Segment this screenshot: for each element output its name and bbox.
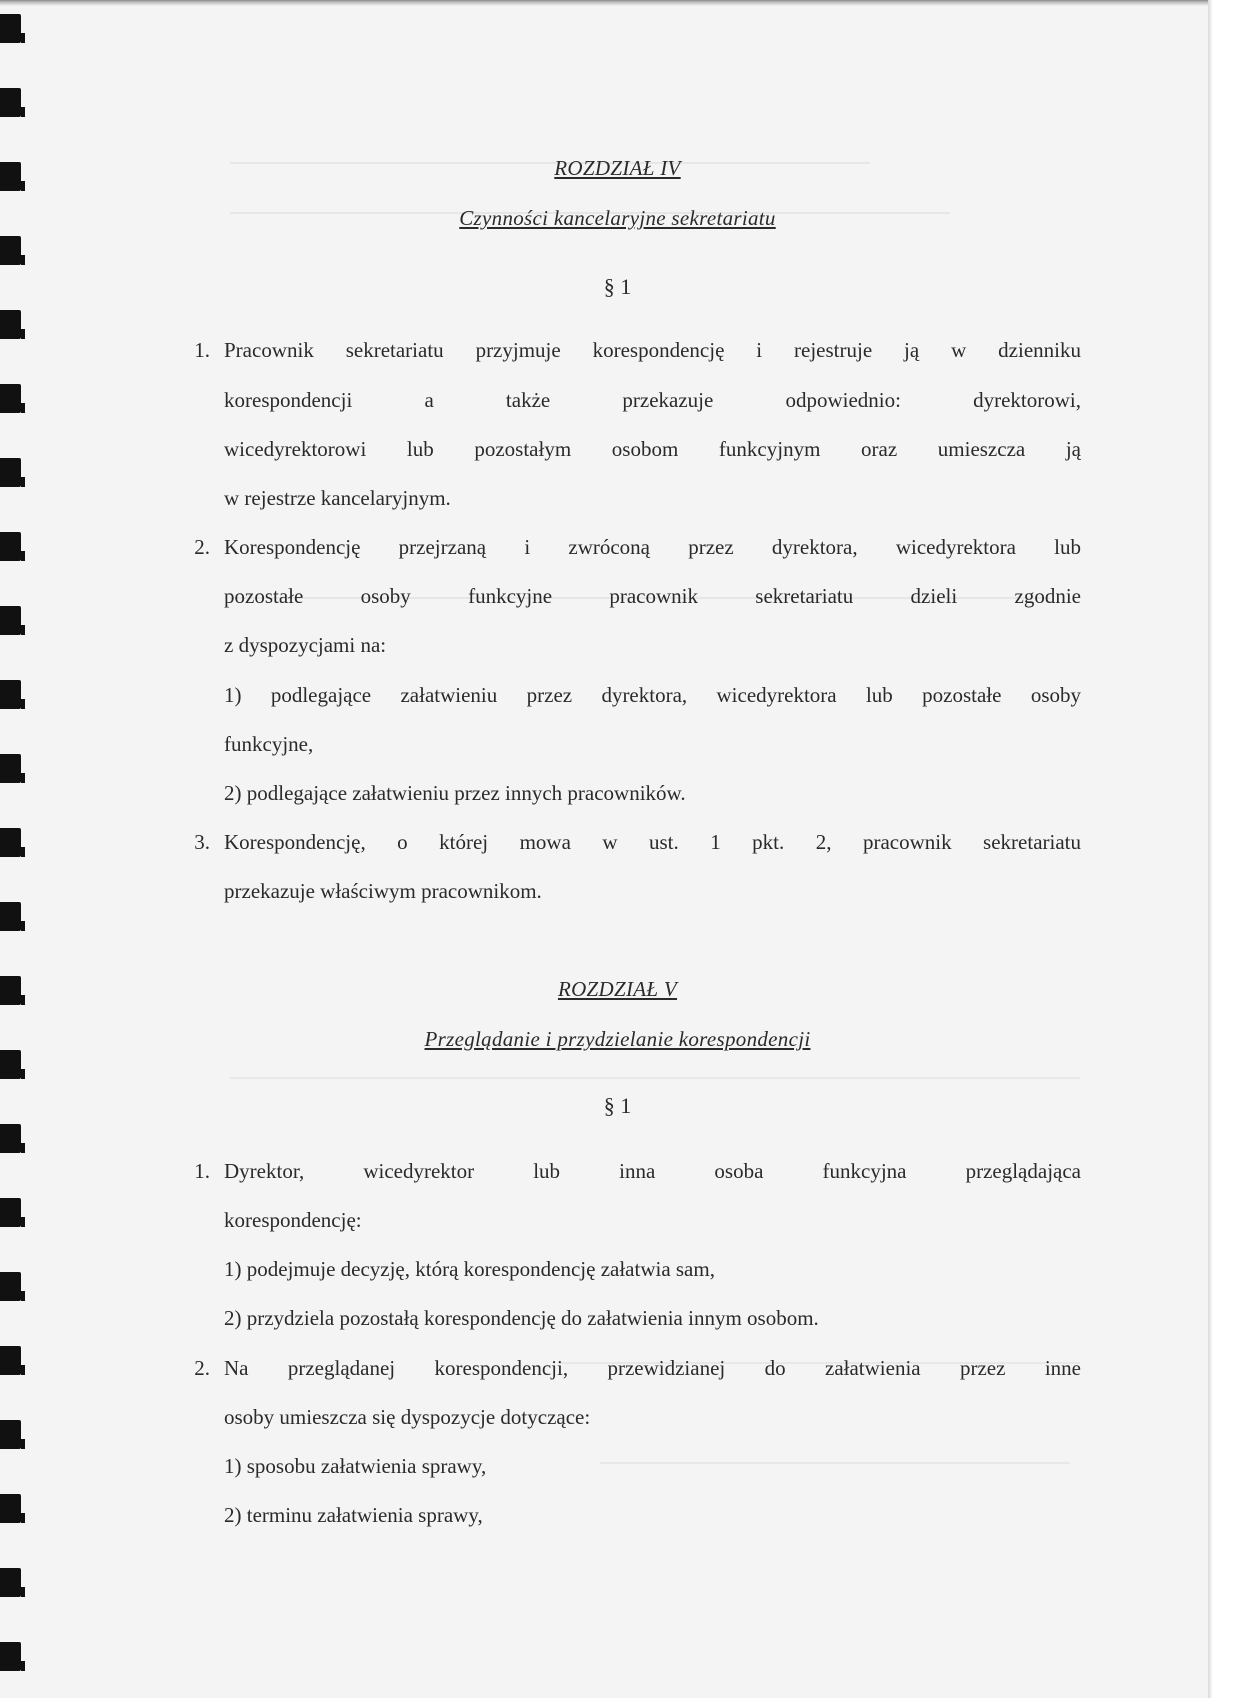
item-line: Korespondencję przejrzaną i zwróconą przez dyrektora, wicedyrektora lub bbox=[224, 535, 1081, 559]
sub-item-line: 2) terminu załatwienia sprawy, bbox=[224, 1503, 483, 1527]
chapter-4-title: ROZDZIAŁ IV bbox=[554, 156, 681, 180]
paper-right-edge bbox=[1208, 0, 1235, 1698]
chapter-4-section-sign: § 1 bbox=[603, 274, 632, 299]
item-line: korespondencji a także przekazuje odpowiednio: dyrektorowi, bbox=[224, 388, 1081, 412]
item-line: z dyspozycjami na: bbox=[224, 633, 387, 657]
item-line: korespondencję: bbox=[224, 1208, 362, 1232]
item-number: 3. bbox=[194, 830, 210, 854]
item-line: Dyrektor, wicedyrektor lub inna osoba funkcyjna przeglądająca bbox=[224, 1159, 1081, 1183]
item-number: 2. bbox=[194, 1356, 210, 1380]
chapter-5-section-sign: § 1 bbox=[603, 1093, 632, 1118]
item-line: Pracownik sekretariatu przyjmuje korespondencję i rejestruje ją w dzienniku bbox=[224, 338, 1081, 362]
sub-item-line: 1) podlegające załatwieniu przez dyrektora, wicedyrektora lub pozostałe osoby bbox=[224, 683, 1081, 707]
item-line: w rejestrze kancelaryjnym. bbox=[224, 486, 451, 510]
item-number: 1. bbox=[194, 338, 210, 362]
item-line: przekazuje właściwym pracownikom. bbox=[224, 879, 542, 903]
sub-item-line: 2) podlegające załatwieniu przez innych pracowników. bbox=[224, 781, 686, 805]
item-line: Korespondencję, o której mowa w ust. 1 pkt. 2, pracownik sekretariatu bbox=[224, 830, 1081, 854]
sub-item-line: 1) sposobu załatwienia sprawy, bbox=[224, 1454, 487, 1478]
item-line: osoby umieszcza się dyspozycje dotyczące: bbox=[224, 1405, 591, 1429]
item-number: 1. bbox=[194, 1159, 210, 1183]
sub-item-line: funkcyjne, bbox=[224, 732, 314, 756]
item-line: wicedyrektorowi lub pozostałym osobom funkcyjnym oraz umieszcza ją bbox=[224, 437, 1081, 461]
item-line: pozostałe osoby funkcyjne pracownik sekretariatu dzieli zgodnie bbox=[224, 584, 1081, 608]
chapter-5-title: ROZDZIAŁ V bbox=[557, 977, 678, 1001]
sub-item-line: 2) przydziela pozostałą korespondencję do załatwienia innym osobom. bbox=[224, 1306, 819, 1330]
item-line: Na przeglądanej korespondencji, przewidzianej do załatwienia przez inne bbox=[224, 1356, 1081, 1380]
sub-item-line: 1) podejmuje decyzję, którą korespondencję załatwia sam, bbox=[224, 1257, 715, 1281]
chapter-5-subtitle: Przeglądanie i przydzielanie korespondencji bbox=[424, 1027, 811, 1051]
item-number: 2. bbox=[194, 535, 210, 559]
chapter-4-subtitle: Czynności kancelaryjne sekretariatu bbox=[459, 206, 776, 230]
